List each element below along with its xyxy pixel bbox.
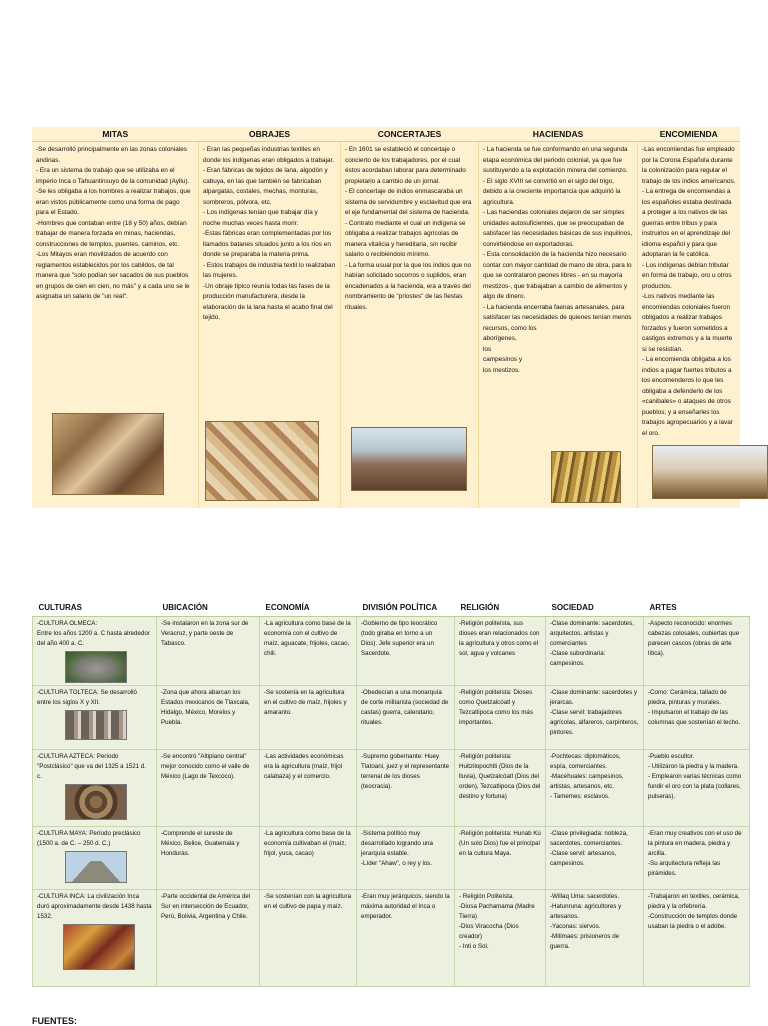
header-division-politica: DIVISIÓN POLÍTICA xyxy=(357,600,455,617)
haciendas-text-tail: aborígenes, los campesinos y los mestizos. xyxy=(483,335,523,374)
cultura-text: -CULTURA INCA: La civilización Inca duró aproximadamente desde 1438 hasta 1532. xyxy=(37,893,152,920)
artes-cell: -Eran muy creativos con el uso de la pintura en madera, piedra y arcilla. -Su arquitectura refleja las pirámides. xyxy=(644,827,750,890)
artes-cell: -Aspecto reconocido: enormes cabezas colosales, cubiertas que parecen cascos (obras de arte lítica). xyxy=(644,617,750,686)
header-haciendas: HACIENDAS xyxy=(479,127,638,142)
header-religion: RELIGIÓN xyxy=(455,600,546,617)
cultures-table xyxy=(32,600,750,987)
division-cell: -Supremo gobernante: Huey Tlatoani, juez y el representante terrenal de los dioses (teocracia). xyxy=(357,750,455,827)
table-row xyxy=(33,617,750,686)
artes-cell: -Trabajaron en textiles, cerámica, piedra y la orfebrería. -Construcción de templos donde usaban la piedra o el adobe. xyxy=(644,890,750,987)
cultura-text: -CULTURA TOLTECA: Se desarrolló entre los siglos X y XII. xyxy=(37,689,137,706)
sociedad-cell: -Willaq Uma: sacerdotes. -Hatunruna: agricultores y artesanos. -Yaconas: siervos. -Mitimaes: prisioneros de guerra. xyxy=(546,890,644,987)
ubicacion-cell: -Se instalaron en la zona sur de Veracruz, y parte oeste de Tabasco. xyxy=(157,617,260,686)
obrajes-text: - Eran las pequeñas industrias textiles en donde los indígenas eran obligados a trabajar. - Eran fábricas de tejidos de lana, algodón y cabuya, en las que también se fabricaban alpargatas, costales, mechas, monturas, sombreros, pólvora, etc. - Los indígenas tenían que trabajar día y noche muchas veces hasta morir. -Estas fábricas eran complementadas por los llamados batanes situados junto a los ríos en donde se preparaba la materia prima. - Estos trabajos de industria textil lo realizaban las mujeres. -Un obraje típico reunía todas las fases de la producción manufacturera, desde la elaboración de la lana hasta el acabo final del tejido. xyxy=(203,146,336,321)
cultura-cell xyxy=(33,686,157,750)
olmec-head-image xyxy=(65,651,127,683)
cultura-text: -CULTURA AZTECA: Período "Postclásico" que va del 1325 a 1521 d. c. xyxy=(37,753,146,780)
labor-systems-table xyxy=(32,127,740,508)
cell-mitas xyxy=(32,142,199,509)
concertajes-text: - En 1601 se estableció el concertaje o concierto de los trabajadores, por el cual éstos acordaban laborar para determinado propietario a cambio de un jornal. - El concertaje de indios enmascaraba un sistema de servidumbre y esclavitud que era el eje fundamental del sistema de hacienda. - Contrato mediante el cual un indígena se obligaba a realizar trabajos agrícolas de manera vitalicia y hereditaria, sin recibir salario o recibiéndolo mínimo. - La forma usual por la que los indios que no habían solicitado socorros o suplidos, eran encadenados a la hacienda, era a través del nombramiento de "priostes" de las fiestas rituales. xyxy=(345,146,472,311)
artes-cell: -Pueblo escultor. - Utilizaron la piedra y la madera. - Emplearon varias técnicas como fundir el oro con la plata (collares, pulseras). xyxy=(644,750,750,827)
sociedad-cell: -Clase dominante: sacerdotes y jerarcas. -Clase servil: trabajadores agrícolas, alfareros, carpinteros, pintores. xyxy=(546,686,644,750)
cultura-cell xyxy=(33,750,157,827)
cultura-cell xyxy=(33,890,157,987)
header-mitas: MITAS xyxy=(32,127,199,142)
table-row xyxy=(33,890,750,987)
sociedad-cell: -Pochtecas: diplomáticos, espía, comerciantes. -Macehuales: campesinos, artistas, artesanos, etc. - Tamemes: esclavos. xyxy=(546,750,644,827)
cell-concertajes xyxy=(341,142,479,509)
header-ubicacion: UBICACIÓN xyxy=(157,600,260,617)
ubicacion-cell: -Comprende el sureste de México, Belice, Guatemala y Honduras. xyxy=(157,827,260,890)
haciendas-text: - La hacienda se fue conformando en una segunda etapa económica del periodo colonial, ya que fue sustituyendo a la explotación minera del comienzo. - El siglo XVIII se convirtió en el siglo del trigo, debido a la creciente importancia que adquirió la agricultura. - Las haciendas coloniales dejaron de ser simples unidades autosuficientes, que se preocupaban de satisfacer las necesidades básicas de sus inquilinos, convirtiéndose en exportadoras. - Esta consolidación de la hacienda hizo necesario contar con mayor cantidad de mano de obra, para lo que se contrataron peones libres - en su mayoría mestizos-, que trabajaban a cambio de alimentos y algo de dinero. - La hacienda encerraba faenas artesanales, para satisfacer las necesidades de quienes tenían menos recursos, como los xyxy=(483,146,633,332)
sociedad-cell: -Clase privilegiada: nobleza, sacerdotes, comerciantes. -Clase servil: artesanos, campesinos. xyxy=(546,827,644,890)
cell-haciendas xyxy=(479,142,638,509)
concertajes-illustration xyxy=(351,427,467,491)
table-row xyxy=(33,827,750,890)
cultura-text: -CULTURA OLMECA: Entre los años 1200 a. C hasta alrededor del año 400 a. C. xyxy=(37,620,150,647)
cell-obrajes xyxy=(199,142,341,509)
economia-cell: -La agricultura como base de la economía con el cultivo de maíz, aguacate, frijoles, cacao, chili. xyxy=(260,617,357,686)
sources-heading: FUENTES: xyxy=(32,1016,77,1026)
haciendas-illustration xyxy=(551,451,621,503)
ubicacion-cell: -Se encontró "Altiplano central" mejor conocido como el valle de México (Lago de Texcoco). xyxy=(157,750,260,827)
aztec-calendar-image xyxy=(65,784,127,820)
header-encomienda: ENCOMIENDA xyxy=(638,127,741,142)
economia-cell: -Se sostenía en la agricultura en el cultivo de maíz, frijoles y amaranto. xyxy=(260,686,357,750)
cultura-cell xyxy=(33,617,157,686)
division-cell: -Sistema político muy desarrollado logrando una jerarquía estable. -Líder "Ahaw", o rey y los. xyxy=(357,827,455,890)
table-row xyxy=(33,750,750,827)
mitas-text: -Se desarrolló principalmente en las zonas coloniales andinas. - Era un sistema de trabajo que se utilizaba en el imperio Inca o Tahuantinsuyo de la comunidad (Ayllu). -Se les obligaba a los hombres a realizar trabajos, que eran vistos públicamente como una forma de pago para el Estado. -Hombres que contaban entre (18 y 50) años, debían trabajar de manera forzada en minas, haciendas, construcciones de templos, puentes, caminos, etc. -Los Mitayos eran movilizados de acuerdo con reglamentos establecidos por los cabildos, de tal manera que "solo podían ser sacados de sus pueblos en grupos de cien en cien, no más" y a cada uno se le asignaba un salario de "un real". xyxy=(36,146,191,300)
religion-cell: - Religión Politeísta. -Diosa Pachamama (Madre Tierra) -Dios Viracocha (Dios creador) - Inti o Sol. xyxy=(455,890,546,987)
economia-cell: -Se sostenían con la agricultura en el cultivo de papa y maíz. xyxy=(260,890,357,987)
religion-cell: -Religión politeísta: Hunab Kú (Un solo Dios) fue el principal en la cultura Maya. xyxy=(455,827,546,890)
division-cell: -Gobierno de tipo teocrático (todo giraba en torno a un Dios). Jefe superior era un Sacerdote. xyxy=(357,617,455,686)
ubicacion-cell: -Zona que ahora abarcan los Estados mexicanos de Tlaxcala, Hidalgo, México, Morelos y Puebla. xyxy=(157,686,260,750)
maya-pyramid-image xyxy=(65,851,127,883)
inca-image xyxy=(63,924,135,970)
cultura-text: -CULTURA MAYA: Período preclásico (1500 a. de C. – 250 d. C.) xyxy=(37,830,141,847)
sociedad-cell: -Clase dominante: sacerdotes, arquitectos, artistas y comerciantes -Clase subordinaria: campesinos. xyxy=(546,617,644,686)
header-artes: ARTES xyxy=(644,600,750,617)
economia-cell: -Las actividades económicas era la agricultura (maíz, frijol calabaza) y el comercio. xyxy=(260,750,357,827)
mitas-illustration xyxy=(52,413,164,495)
header-obrajes: OBRAJES xyxy=(199,127,341,142)
ubicacion-cell: -Parte occidental de América del Sur en intersección de Ecuador, Perú, Bolivia, Argentina y Chile. xyxy=(157,890,260,987)
tula-atlantes-image xyxy=(65,710,127,740)
table-row xyxy=(33,686,750,750)
encomienda-illustration xyxy=(652,445,768,499)
header-economia: ECONOMÍA xyxy=(260,600,357,617)
obrajes-illustration xyxy=(205,421,319,501)
header-culturas: CULTURAS xyxy=(33,600,157,617)
religion-cell: -Religión politeísta, sus dioses eran relacionados con la agricultura y otros como el sol, agua y volcanes xyxy=(455,617,546,686)
artes-cell: -Como: Cerámica, tallado de piedra, pinturas y murales. - Impulsaron el trabajo de las columnas que sostenían el techo. xyxy=(644,686,750,750)
header-concertajes: CONCERTAJES xyxy=(341,127,479,142)
cultura-cell xyxy=(33,827,157,890)
division-cell: -Eran muy jerárquicos, siendo la máxima autoridad el Inca o emperador. xyxy=(357,890,455,987)
encomienda-text: -Las encomiendas fue empleado por la Corona Española durante la colonización para regular el trabajo de los indios americanos. - La entrega de encomiendas a los españoles estaba destinada a proteger a los nativos de las guerras entre tribus y para instruirlos en el aprendizaje del idioma español y para que adoptaran la fe católica. - Los indígenas debían tributar en forma de trabajo, oro u otros productos. -Los nativos mediante las encomiendas coloniales fueron obligados a realizar trabajos forzados y fueron sometidos a castigos extremos y a la muerte si se resistían. - La encomienda obligaba a los indios a pagar fuertes tributos a los encomenderos lo que les obligaba a defenderlo de los «canibales» o ataques de otros pueblos; y a enseñarles los trabajos agropecuarios y a lavar el oro. xyxy=(642,146,736,437)
header-sociedad: SOCIEDAD xyxy=(546,600,644,617)
religion-cell: -Religión politeísta: Huitzilopochtli (Dios de la lluvia), Quetzalcóatl (Dios del orden), Tezcatlipoca (Dios del destino y fortuna) xyxy=(455,750,546,827)
religion-cell: -Religión politeísta: Dioses como Quetzalcóatl y Tezcatlipoca como los más importantes. xyxy=(455,686,546,750)
division-cell: -Obedecían a una monarquía de corte militarista (sociedad de castas) guerra, calendario, rituales. xyxy=(357,686,455,750)
economia-cell: -La agricultura como base de la economía cultivaban el (maíz, frijol, yuca, cacao) xyxy=(260,827,357,890)
cell-encomienda xyxy=(638,142,741,509)
